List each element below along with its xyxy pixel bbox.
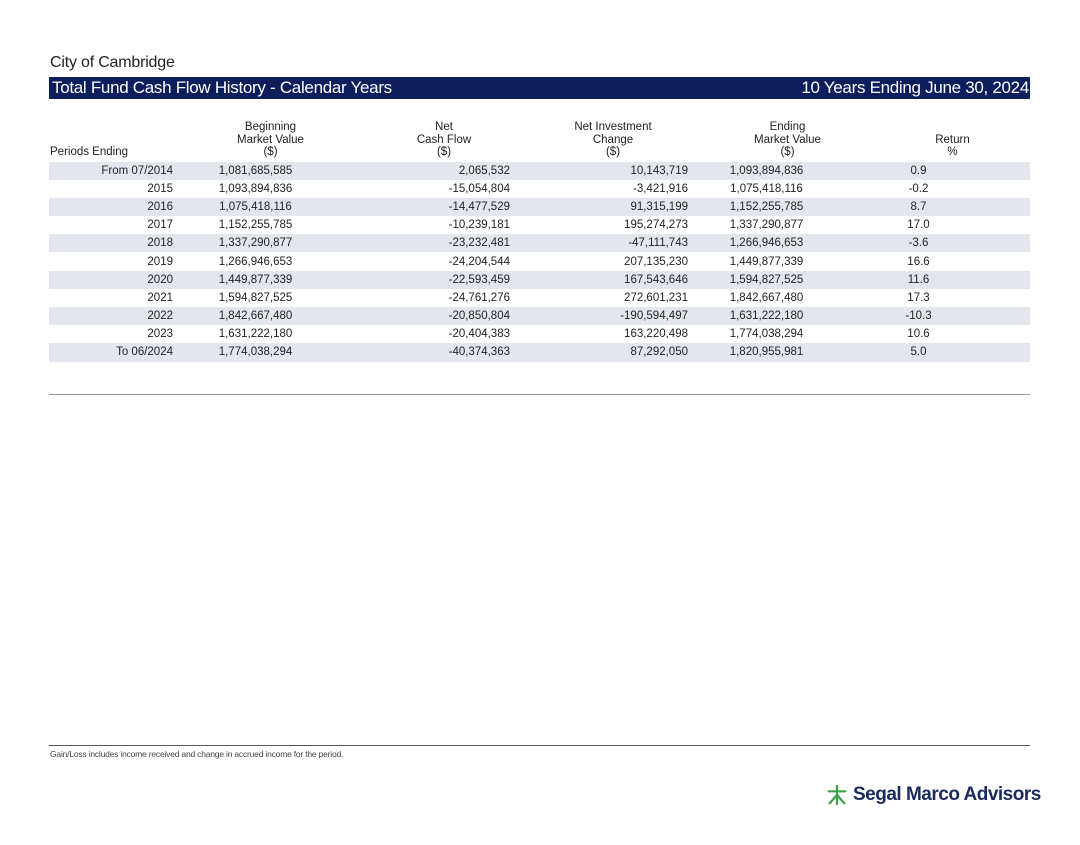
cell-net-investment-change: 195,274,273 [624, 219, 688, 232]
cell-net-cash-flow: -22,593,459 [362, 271, 526, 289]
cell-net-cash-flow: -10,239,181 [448, 219, 510, 232]
cell-net-investment-change: 163,220,498 [624, 328, 688, 341]
cell-ending-value: 1,631,222,180 [700, 307, 875, 325]
cell-beginning-value: 1,774,038,294 [179, 343, 362, 361]
cell-ending-value: 1,774,038,294 [729, 328, 804, 341]
cell-ending-value: 1,093,894,836 [700, 162, 875, 180]
col-header-return: Return % [935, 133, 970, 158]
organization-name: City of Cambridge [50, 54, 175, 71]
cell-net-cash-flow: -24,204,544 [448, 255, 510, 268]
col-header-periods-ending: Periods Ending [50, 146, 128, 158]
cell-ending-value: 1,266,946,653 [700, 234, 875, 252]
cell-return: 0.9 [875, 162, 1030, 180]
cell-period: From 07/2014 [49, 162, 179, 180]
segal-marco-logo [826, 784, 1041, 806]
table-row [49, 307, 1030, 325]
cell-ending-value: 1,842,667,480 [729, 291, 804, 304]
cell-return: -10.3 [875, 307, 1030, 325]
report-title: Total Fund Cash Flow History - Calendar Years [52, 78, 392, 97]
cell-period: 2017 [147, 219, 173, 232]
cell-period: To 06/2024 [49, 343, 179, 361]
cell-return: 11.6 [875, 271, 1030, 289]
footnote: Gain/Loss includes income received and change in accrued income for the period. [50, 749, 344, 759]
cell-period: 2022 [49, 307, 179, 325]
cell-net-investment-change: 87,292,050 [526, 343, 700, 361]
cell-period: 2023 [147, 328, 173, 341]
cell-return: 17.0 [907, 219, 930, 232]
table-row [49, 271, 1030, 289]
col-header-ending-market-value: Ending Market Value ($) [754, 121, 821, 158]
cell-period: 2016 [49, 198, 179, 216]
cell-return: 5.0 [875, 343, 1030, 361]
cell-ending-value: 1,152,255,785 [700, 198, 875, 216]
cell-net-cash-flow: -23,232,481 [362, 234, 526, 252]
cell-period: 2020 [49, 271, 179, 289]
cell-beginning-value: 1,337,290,877 [179, 234, 362, 252]
cell-net-investment-change: -47,111,743 [526, 234, 700, 252]
cell-beginning-value: 1,266,946,653 [218, 255, 293, 268]
cell-beginning-value: 1,842,667,480 [179, 307, 362, 325]
cell-period: 2021 [147, 291, 173, 304]
table-row [49, 343, 1030, 361]
table-row [49, 234, 1030, 252]
cell-net-cash-flow: -40,374,363 [362, 343, 526, 361]
cell-period: 2019 [147, 255, 173, 268]
col-header-net-cash-flow: Net Cash Flow ($) [416, 121, 472, 158]
cell-net-cash-flow: -24,761,276 [448, 291, 510, 304]
cell-return: 10.6 [907, 328, 930, 341]
cell-ending-value: 1,820,955,981 [700, 343, 875, 361]
table-row [49, 252, 1030, 270]
cell-net-cash-flow: 2,065,532 [362, 162, 526, 180]
cell-beginning-value: 1,631,222,180 [218, 328, 293, 341]
footer-rule [49, 745, 1030, 746]
cell-ending-value: 1,449,877,339 [729, 255, 804, 268]
cell-net-investment-change: 272,601,231 [624, 291, 688, 304]
report-period: 10 Years Ending June 30, 2024 [801, 78, 1029, 97]
cell-return: 17.3 [907, 291, 930, 304]
cell-beginning-value: 1,075,418,116 [179, 198, 362, 216]
star-burst-icon [826, 784, 848, 806]
cell-ending-value: 1,075,418,116 [730, 182, 803, 195]
cell-beginning-value: 1,152,255,785 [218, 219, 293, 232]
table-row [49, 162, 1030, 180]
cell-net-investment-change: 91,315,199 [526, 198, 700, 216]
cell-beginning-value: 1,449,877,339 [179, 271, 362, 289]
cell-period: 2018 [49, 234, 179, 252]
table-header-row [49, 121, 1030, 162]
cell-period: 2015 [147, 182, 173, 195]
cell-net-investment-change: 167,543,646 [526, 271, 700, 289]
cell-net-investment-change: 10,143,719 [526, 162, 700, 180]
title-banner [49, 77, 1030, 99]
table-bottom-rule [49, 394, 1030, 395]
table-row [49, 198, 1030, 216]
cell-net-cash-flow: -14,477,529 [362, 198, 526, 216]
cell-beginning-value: 1,594,827,525 [218, 291, 293, 304]
cell-net-cash-flow: -20,850,804 [362, 307, 526, 325]
cell-beginning-value: 1,093,894,836 [218, 182, 293, 195]
cell-net-cash-flow: -20,404,383 [448, 328, 510, 341]
table-row [49, 216, 1030, 234]
col-header-net-investment-change: Net Investment Change ($) [574, 121, 652, 158]
cell-ending-value: 1,594,827,525 [700, 271, 875, 289]
cell-return: 8.7 [875, 198, 1030, 216]
table-row [49, 180, 1030, 198]
cell-return: 16.6 [907, 255, 930, 268]
cell-return: -0.2 [908, 182, 929, 195]
cell-net-investment-change: -190,594,497 [526, 307, 700, 325]
cell-net-cash-flow: -15,054,804 [448, 182, 510, 195]
cell-net-investment-change: 207,135,230 [624, 255, 688, 268]
brand-name: Segal Marco Advisors [853, 784, 1041, 805]
table-row [49, 289, 1030, 307]
col-header-beginning-market-value: Beginning Market Value ($) [237, 121, 304, 158]
cell-ending-value: 1,337,290,877 [729, 219, 804, 232]
table-row [49, 325, 1030, 343]
cell-net-investment-change: -3,421,916 [633, 182, 688, 195]
cell-return: -3.6 [875, 234, 1030, 252]
cash-flow-table [49, 121, 1030, 362]
cell-beginning-value: 1,081,685,585 [179, 162, 362, 180]
